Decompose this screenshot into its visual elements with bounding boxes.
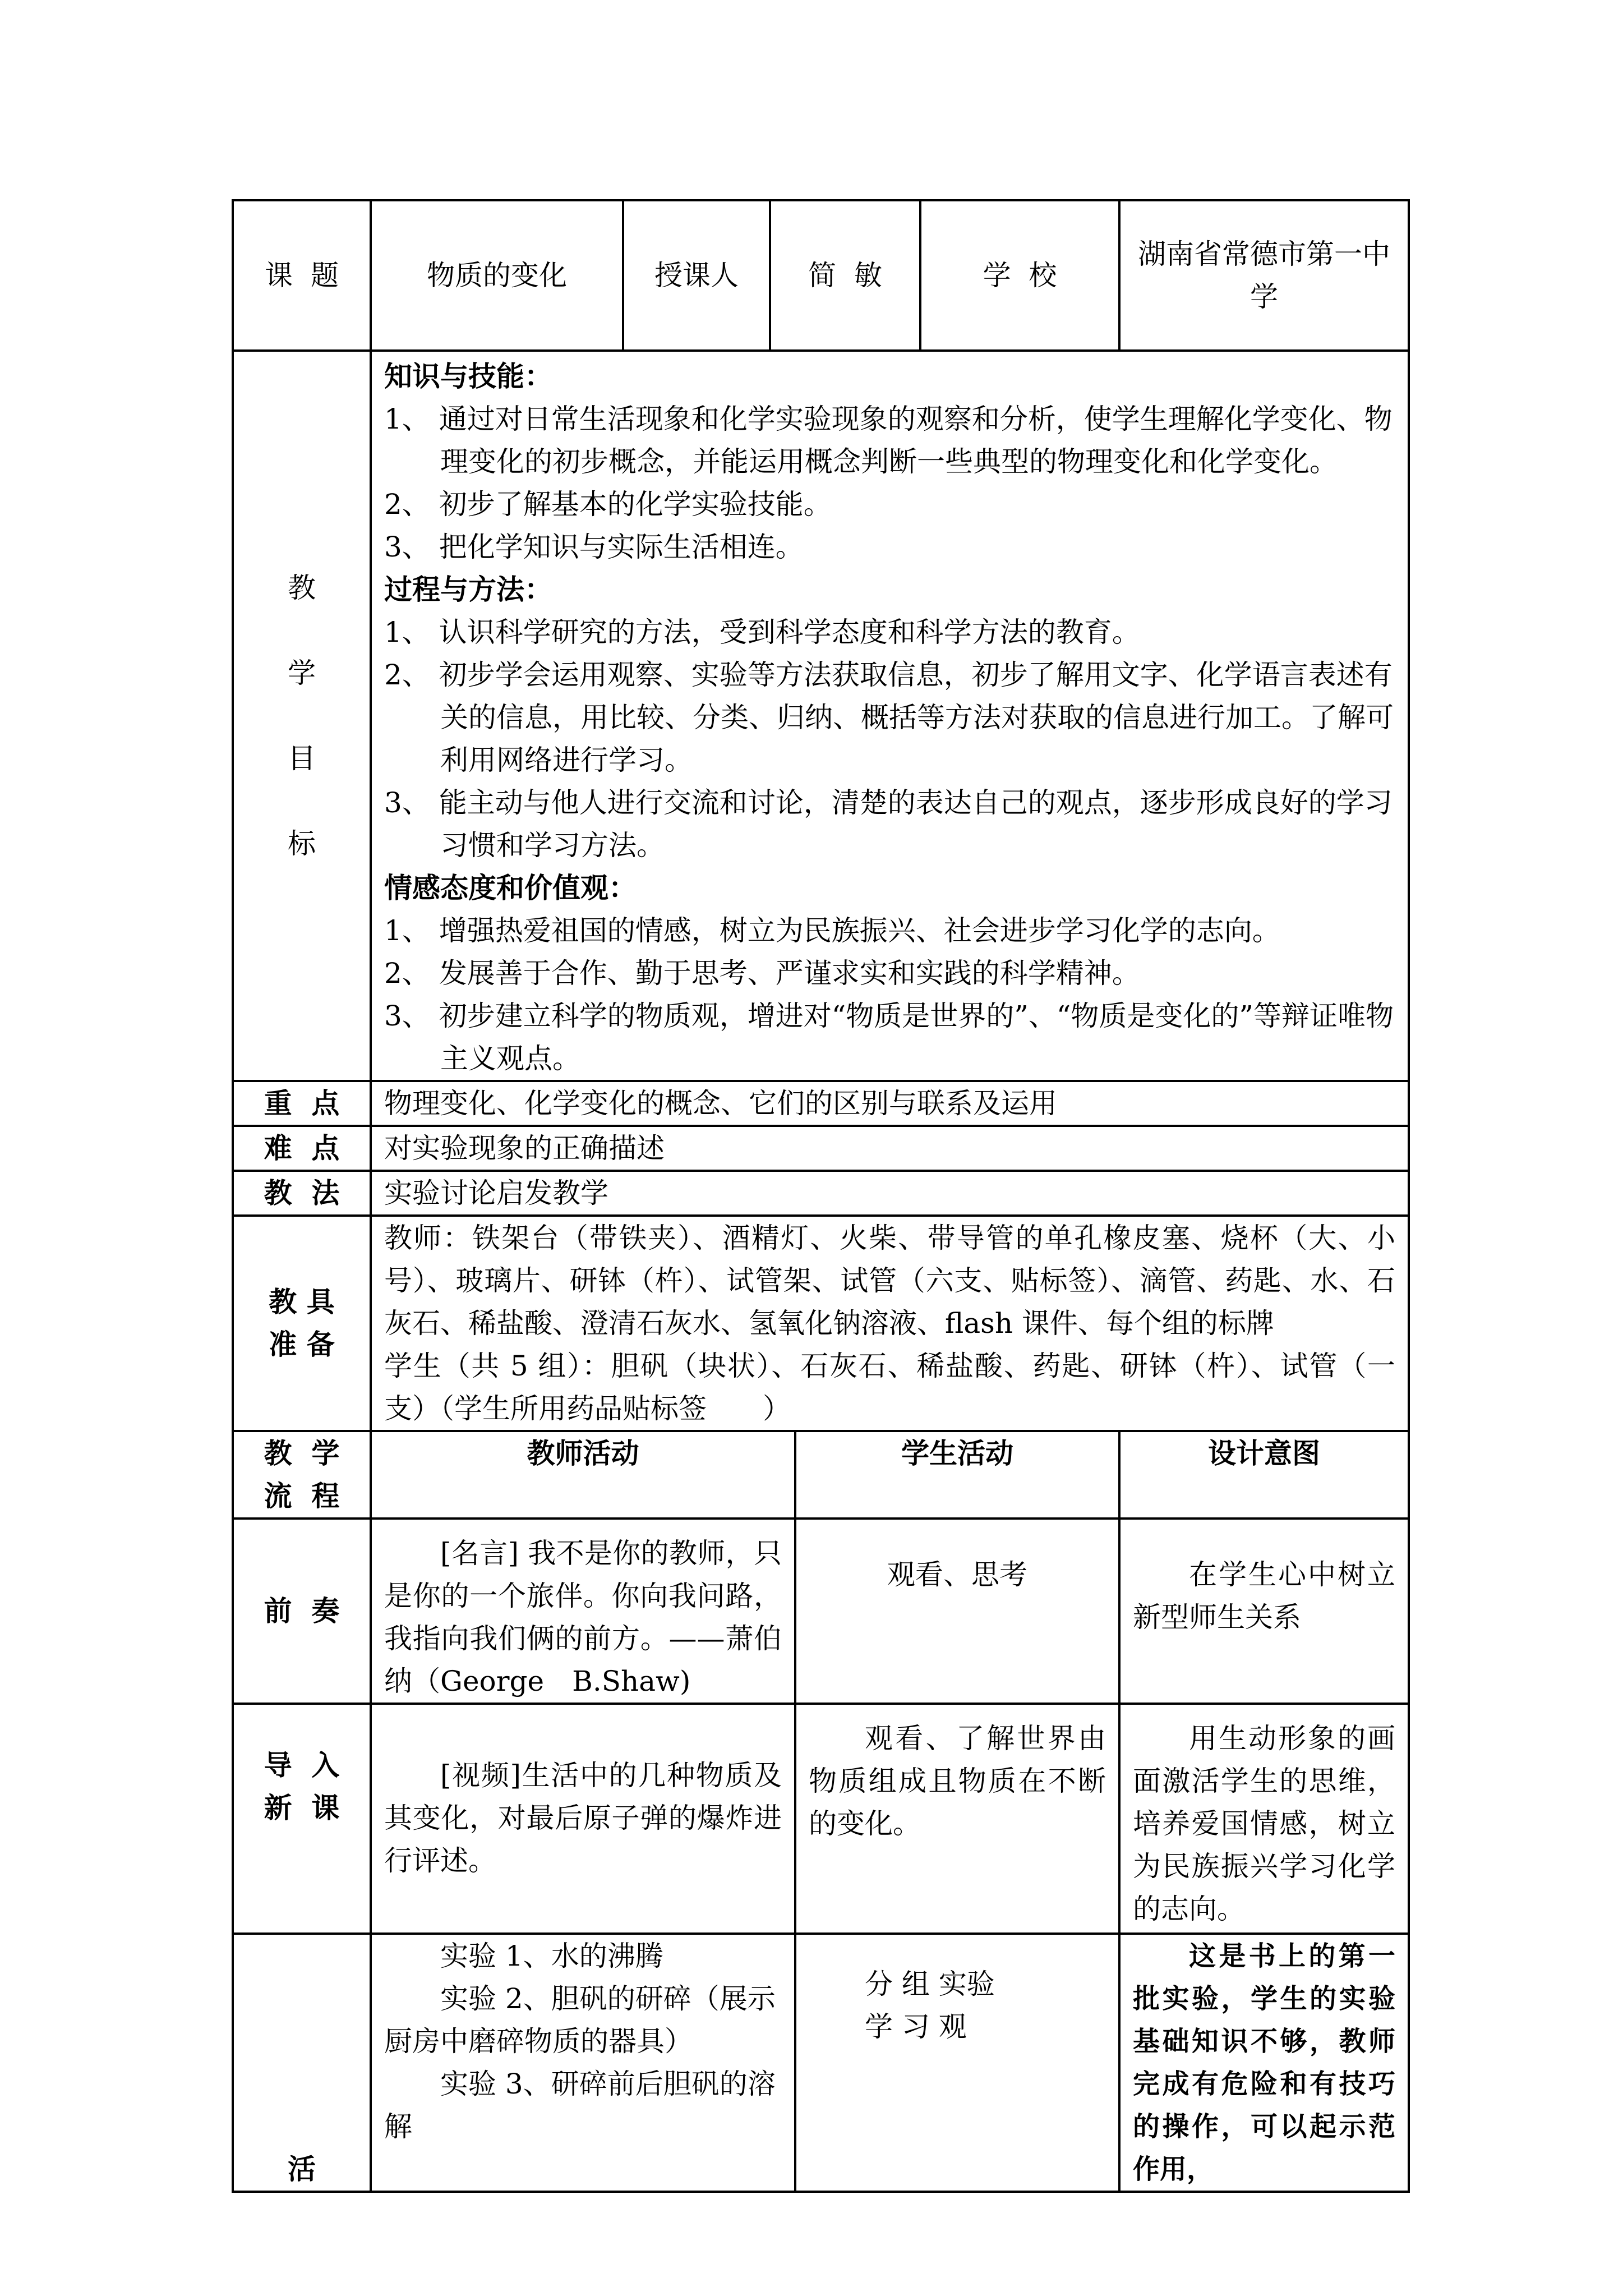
lesson-plan-table: [232, 199, 1410, 2193]
objectives-content: [371, 351, 1409, 1081]
flow-design-intent: 在学生心中树立新型师生关系: [1119, 1519, 1409, 1704]
objective-item: 1、 认识科学研究的方法，受到科学态度和科学方法的教育。: [384, 616, 1140, 648]
objective-item: 1、 增强热爱祖国的情感，树立为民族振兴、社会进步学习化学的志向。: [384, 914, 1280, 947]
method-value: 实验讨论启发教学: [371, 1171, 1409, 1216]
school-value: 湖南省常德市第一中学: [1119, 200, 1409, 351]
flow-col-stage: 教 学 流 程: [233, 1431, 371, 1519]
flow-col-teacher: 教师活动: [371, 1431, 795, 1519]
objectives-label: 教 学 目 标: [233, 351, 371, 1081]
section-title: 情感态度和价值观：: [384, 872, 637, 904]
flow-row: [233, 1934, 1409, 2192]
flow-stage: 前 奏: [233, 1519, 371, 1704]
flow-col-design: 设计意图: [1119, 1431, 1409, 1519]
flow-teacher-activity: [名言] 我不是你的教师，只是你的一个旅伴。你向我问路，我指向我们俩的前方。——萧伯纳（George B.Shaw): [371, 1519, 795, 1704]
flow-stage: 活: [233, 1934, 371, 2192]
equipment-teacher: 教师：铁架台（带铁夹）、酒精灯、火柴、带导管的单孔橡皮塞、烧杯（大、小号）、玻璃片、研钵（杵）、试管架、试管（六支、贴标签）、滴管、药匙、水、石灰石、稀盐酸、澄清石灰水、氢氧化钠溶液、flash 课件、每个组的标牌: [384, 1222, 1396, 1340]
objective-item: 2、 发展善于合作、勤于思考、严谨求实和实践的科学精神。: [384, 957, 1140, 990]
objective-item: 3、 把化学知识与实际生活相连。: [384, 531, 804, 563]
topic-label: 课 题: [233, 200, 371, 351]
equipment-row: [233, 1216, 1409, 1431]
objective-item: 2、 初步学会运用观察、实验等方法获取信息，初步了解用文字、化学语言表述有关的信息，用比较、分类、归纳、概括等方法对获取的信息进行加工。了解可利用网络进行学习。: [384, 659, 1394, 776]
flow-student-activity: 观看、了解世界由物质组成且物质在不断的变化。: [795, 1704, 1119, 1934]
objective-item: 2、 初步了解基本的化学实验技能。: [384, 488, 832, 521]
flow-header-row: [233, 1431, 1409, 1519]
difficulty-value: 对实验现象的正确描述: [371, 1126, 1409, 1171]
flow-row: [233, 1704, 1409, 1934]
flow-row: [233, 1519, 1409, 1704]
method-row: [233, 1171, 1409, 1216]
flow-teacher-activity: [视频]生活中的几种物质及其变化，对最后原子弹的爆炸进行评述。: [371, 1704, 795, 1934]
header-row: [233, 200, 1409, 351]
method-label: 教 法: [233, 1171, 371, 1216]
section-title: 过程与方法：: [384, 573, 552, 606]
equipment-content: [371, 1216, 1409, 1431]
equipment-label: 教 具 准 备: [233, 1216, 371, 1431]
objectives-row: [233, 351, 1409, 1081]
equipment-students: 学生（共 5 组）：胆矾（块状）、石灰石、稀盐酸、药匙、研钵（杵）、试管（一支）（学生所用药品贴标签 ）: [384, 1350, 1396, 1425]
key-point-label: 重 点: [233, 1081, 371, 1126]
difficulty-label: 难 点: [233, 1126, 371, 1171]
flow-student-activity: 分 组 实验 学 习 观: [795, 1934, 1119, 2192]
teacher-value: 简 敏: [770, 200, 920, 351]
topic-value: 物质的变化: [371, 200, 623, 351]
key-point-row: [233, 1081, 1409, 1126]
section-title: 知识与技能：: [384, 360, 552, 393]
flow-col-student: 学生活动: [795, 1431, 1119, 1519]
flow-student-activity: 观看、思考: [795, 1519, 1119, 1704]
flow-stage: 导 入 新 课: [233, 1704, 371, 1934]
objective-item: 1、 通过对日常生活现象和化学实验现象的观察和分析，使学生理解化学变化、物理变化的初步概念，并能运用概念判断一些典型的物理变化和化学变化。: [384, 403, 1393, 478]
school-label: 学 校: [920, 200, 1119, 351]
flow-design-intent: 用生动形象的画面激活学生的思维，培养爱国情感，树立为民族振兴学习化学的志向。: [1119, 1704, 1409, 1934]
flow-teacher-activity: 实验 1、水的沸腾 实验 2、胆矾的研碎（展示厨房中磨碎物质的器具） 实验 3、研碎前后胆矾的溶解: [371, 1934, 795, 2192]
key-point-value: 物理变化、化学变化的概念、它们的区别与联系及运用: [371, 1081, 1409, 1126]
flow-design-intent: 这是书上的第一批实验，学生的实验基础知识不够，教师完成有危险和有技巧的操作，可以起示范作用，: [1119, 1934, 1409, 2192]
teacher-label: 授课人: [623, 200, 770, 351]
objective-item: 3、 初步建立科学的物质观，增进对“物质是世界的”、“物质是变化的”等辩证唯物主义观点。: [384, 1000, 1394, 1075]
objective-item: 3、 能主动与他人进行交流和讨论，清楚的表达自己的观点，逐步形成良好的学习习惯和学习方法。: [384, 786, 1393, 862]
difficulty-row: [233, 1126, 1409, 1171]
